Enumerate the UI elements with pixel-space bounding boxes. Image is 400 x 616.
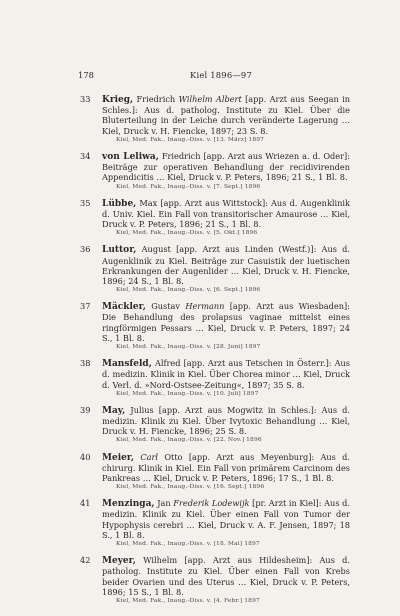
entry-given-name-italic: Hermann <box>185 301 225 312</box>
catalog-entry <box>80 358 350 398</box>
entry-given-name-italic: Wilhelm Albert <box>178 94 242 104</box>
entry-surname: Mäckler, <box>102 302 146 313</box>
entry-description: [app. Arzt aus Linden (Westf.)]: Aus d. Augenklinik zu Kiel. Beiträge zur Casuistik der luetischen Erkrankungen der Augenlider … Kiel, Druck v. H. Fiencke, 1896; 24 S., 1 Bl. 8. <box>102 244 350 286</box>
entry-given-name: Jan <box>157 498 171 509</box>
catalog-entry <box>80 94 350 144</box>
dissertation-note: Kiel, Med. Fak., Inaug.-Diss. v. [10. Juli] 1897 <box>116 390 259 397</box>
entry-given-name: Wilhelm <box>143 555 178 566</box>
entry-description: [pr. Arzt in Kiel]: Aus d. medizin. Klinik zu Kiel. Über einen Fall von Tumor der Hypophysis cerebri … Kiel, Druck v. A. F. Jensen, 1897; 18 S., 1 Bl. 8. <box>102 498 350 540</box>
entry-text <box>102 452 350 484</box>
entry-surname: Meier, <box>102 452 135 463</box>
entry-text <box>102 198 350 230</box>
entry-text <box>102 151 350 183</box>
entry-description: [app. Arzt aus Wittstock]: Aus d. Augenklinik d. Univ. Kiel. Ein Fall von transitorischer Amaurose … Kiel, Druck v. P. Peters, 1896; 21 S., 1 Bl. 8. <box>102 197 350 230</box>
entry-surname: Meyer, <box>102 556 136 567</box>
entry-description: [app. Arzt aus Seegan in Schles.]: Aus d. patholog. Institute zu Kiel. Über die Bluterteilung in der Leiche durch veränderte Lagerung … Kiel, Druck v. H. Fiencke, 1897; 23 S. 8. <box>102 94 351 136</box>
catalog-entry <box>80 151 350 191</box>
entry-description: [app. Arzt aus Wriezen a. d. Oder]: Beiträge zur operativen Behandlung der recidivirenden Appendicitis … Kiel, Druck v. P. Peters, 1896; 21 S., 1 Bl. 8. <box>102 150 350 183</box>
dissertation-note: Kiel, Med. Fak., Inaug.-Diss. v. [13. März] 1897 <box>116 136 265 143</box>
page-header <box>78 70 348 84</box>
catalog-entry <box>80 198 350 238</box>
catalog-entry <box>80 452 350 492</box>
entry-description: Otto [app. Arzt aus Meyenburg]: Aus d. chirurg. Klinik in Kiel. Ein Fall von primärem Carcinom des Pankreas … Kiel, Druck v. P. Peters, 1896; 17 S., 1 Bl. 8. <box>102 451 350 483</box>
entry-number: 39 <box>80 404 91 415</box>
entry-given-name-italic: Carl <box>140 451 159 462</box>
entry-surname: Luttor, <box>102 245 137 256</box>
entry-number: 34 <box>80 150 91 161</box>
entry-given-name: Julius <box>130 404 154 415</box>
dissertation-note: Kiel, Med. Fak., Inaug.-Diss. v. [4. Febr.] 1897 <box>116 597 260 604</box>
entry-surname: Lübbe, <box>102 198 137 209</box>
entry-given-name: August <box>141 244 171 255</box>
dissertation-note: Kiel, Med. Fak., Inaug.-Diss. v. [16. Sept.] 1896 <box>116 484 265 491</box>
catalog-entry <box>80 555 350 605</box>
entry-text <box>102 244 350 286</box>
catalog-entry <box>80 301 350 351</box>
entry-text <box>102 301 350 343</box>
entry-surname: Krieg, <box>102 95 134 105</box>
catalog-entry <box>80 498 350 548</box>
entry-number: 33 <box>80 94 91 104</box>
entry-given-name-italic: Frederik Lodewijk <box>173 498 250 509</box>
entry-given-name: Alfred <box>154 358 181 369</box>
dissertation-note: Kiel, Med. Fak., Inaug.-Diss. v. [7. Sept.] 1896 <box>116 183 261 190</box>
entry-number: 37 <box>80 301 91 312</box>
entry-number: 36 <box>80 244 91 255</box>
catalog-entry <box>80 244 350 294</box>
entry-number: 42 <box>80 555 91 566</box>
entry-number: 38 <box>80 358 91 369</box>
catalog-entry <box>80 405 350 445</box>
entry-number: 40 <box>80 451 91 462</box>
entry-given-name: Friedrich <box>161 150 201 161</box>
entry-text <box>102 94 350 136</box>
entry-number: 35 <box>80 197 91 208</box>
entry-text <box>102 555 350 597</box>
dissertation-note: Kiel, Med. Fak., Inaug.-Diss. v. [22. Nov.] 1896 <box>116 437 262 444</box>
entry-given-name: Max <box>139 197 158 208</box>
entry-surname: Mansfeld, <box>102 359 152 370</box>
entry-number: 41 <box>80 498 91 509</box>
dissertation-note: Kiel, Med. Fak., Inaug.-Diss. v. [28. Juni] 1897 <box>116 344 261 351</box>
dissertation-note: Kiel, Med. Fak., Inaug.-Diss. v. [18. Mai] 1897 <box>116 541 260 548</box>
running-head: Kiel 1896—97 <box>190 70 252 80</box>
entry-surname: von Leliwa, <box>102 151 159 162</box>
entry-description: [app. Arzt aus Mogwitz in Schles.]: Aus d. medizin. Klinik zu Kiel. Über Ivytoxic Behandlung … Kiel, Druck v. H. Fiencke, 1896; 25 S. 8. <box>102 404 351 437</box>
entry-given-name: Gustav <box>151 301 180 312</box>
entry-surname: Menzinga, <box>102 499 155 510</box>
entry-description: [app. Arzt aus Hildesheim]: Aus d. patholog. Institute zu Kiel. Über einen Fall von Krebs beider Ovarien und des Uterus … Kiel, Druck v. P. Peters, 1896; 15 S., 1 Bl. 8. <box>102 555 351 597</box>
entry-text <box>102 498 350 540</box>
dissertation-note: Kiel, Med. Fak., Inaug.-Diss. v. [5. Okt.] 1896 <box>116 230 258 237</box>
entry-list <box>80 94 350 612</box>
dissertation-note: Kiel, Med. Fak., Inaug.-Diss. v. [6. Sept.] 1896 <box>116 287 261 294</box>
entry-surname: May, <box>102 405 126 416</box>
page-number: 178 <box>78 70 94 80</box>
entry-description: [app. Arzt aus Tetschen in Österr.]: Aus d. medizin. Klinik in Kiel. Über Chorea minor … Kiel, Druck d. Verl. d. »Nord-Ostsee-Zeitung«, 1897; 35 S. 8. <box>102 358 351 390</box>
entry-description: [app. Arzt aus Wiesbaden]: Die Behandlung des prolapsus vaginae mittelst eines ringförmigen Pessars … Kiel, Druck v. P. Peters, 1897; 24 S., 1 Bl. 8. <box>102 301 350 343</box>
entry-text <box>102 405 350 437</box>
entry-text <box>102 358 350 390</box>
entry-given-name: Friedrich <box>136 94 176 104</box>
